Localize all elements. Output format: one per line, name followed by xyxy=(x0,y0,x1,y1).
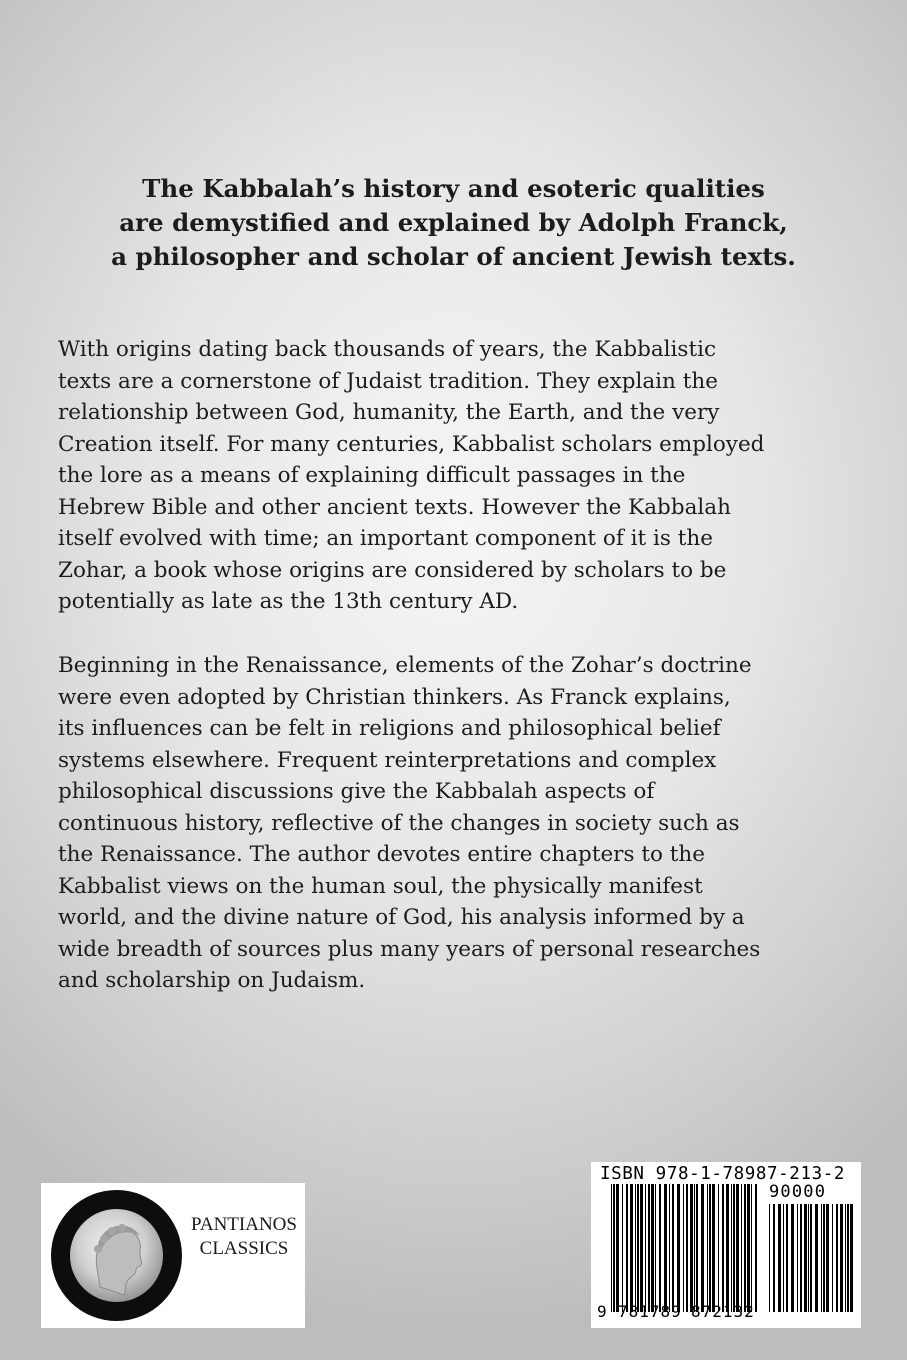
description-paragraph-2 xyxy=(58,650,858,997)
tagline-line: are demystified and explained by Adolph Franck, xyxy=(119,208,788,237)
paragraph-line: relationship between God, humanity, the Earth, and the very xyxy=(58,400,720,425)
publisher-name-line1: PANTIANOS xyxy=(191,1214,297,1235)
paragraph-line: Hebrew Bible and other ancient texts. However the Kabbalah xyxy=(58,494,731,520)
isbn-barcode xyxy=(591,1162,861,1328)
description-paragraph-1 xyxy=(58,334,858,618)
paragraph-line: the lore as a means of explaining difficult passages in the xyxy=(58,463,686,488)
classical-profile-icon xyxy=(70,1209,163,1302)
paragraph-line: Beginning in the Renaissance, elements of the Zohar’s doctrine xyxy=(58,653,752,678)
tagline xyxy=(60,172,847,274)
price-code: 90000 xyxy=(769,1182,827,1202)
profile-silhouette-icon xyxy=(70,1209,163,1302)
barcode-digit-first: 9 xyxy=(597,1302,608,1321)
paragraph-line: philosophical discussions give the Kabbalah aspects of xyxy=(58,779,655,804)
isbn-label: ISBN 978-1-78987-213-2 xyxy=(600,1164,845,1184)
paragraph-line: potentially as late as the 13th century AD. xyxy=(58,589,519,614)
paragraph-line: and scholarship on Judaism. xyxy=(58,968,366,993)
publisher-name xyxy=(186,1213,302,1261)
paragraph-line: were even adopted by Christian thinkers. As Franck explains, xyxy=(58,684,731,710)
medallion-icon xyxy=(51,1190,182,1321)
paragraph-line: itself evolved with time; an important component of it is the xyxy=(58,526,713,551)
tagline-line: The Kabbalah’s history and esoteric qualities xyxy=(142,174,765,203)
paragraph-line: With origins dating back thousands of years, the Kabbalistic xyxy=(58,337,717,362)
tagline-line: a philosopher and scholar of ancient Jewish texts. xyxy=(111,242,796,271)
paragraph-line: systems elsewhere. Frequent reinterpretations and complex xyxy=(58,747,717,773)
paragraph-line: wide breadth of sources plus many years of personal researches xyxy=(58,936,761,962)
publisher-name-line2: CLASSICS xyxy=(199,1238,289,1259)
paragraph-line: its influences can be felt in religions and philosophical belief xyxy=(58,716,721,741)
paragraph-line: Creation itself. For many centuries, Kabbalist scholars employed xyxy=(58,431,765,457)
publisher-logo xyxy=(41,1183,305,1328)
barcode-digits-right: 872132 xyxy=(691,1302,755,1321)
paragraph-line: Kabbalist views on the human soul, the physically manifest xyxy=(58,873,703,899)
paragraph-line: the Renaissance. The author devotes entire chapters to the xyxy=(58,842,705,867)
paragraph-line: world, and the divine nature of God, his analysis informed by a xyxy=(58,905,745,930)
paragraph-line: Zohar, a book whose origins are considered by scholars to be xyxy=(58,557,727,583)
paragraph-line: texts are a cornerstone of Judaist tradition. They explain the xyxy=(58,368,718,394)
paragraph-line: continuous history, reflective of the changes in society such as xyxy=(58,810,740,836)
barcode-digits-left: 781789 xyxy=(618,1302,682,1321)
